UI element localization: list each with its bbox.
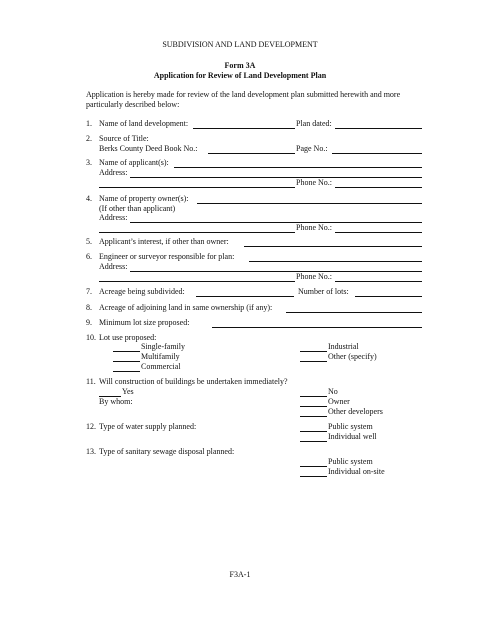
item-number: 2. [86,134,92,143]
applicant-interest-label: Applicant’s interest, if other than owner: [99,237,229,246]
item-number: 5. [86,237,92,246]
applicant-interest-field[interactable] [244,246,422,247]
acreage-subdivided-field[interactable] [196,296,294,297]
owner-option: Owner [328,397,350,406]
sewage-public-blank[interactable] [300,466,327,467]
applicant-phone-field[interactable] [335,187,422,188]
intro-text: Application is hereby made for review of the land development plan submitted herewith and more particularly described below: [86,90,401,109]
applicant-name-field[interactable] [174,167,422,168]
no-option: No [328,387,338,396]
item-number: 1. [86,119,92,128]
property-owner-label: Name of property owner(s): [99,194,189,203]
owner-address-line2-field[interactable] [99,232,295,233]
property-owner-note: (If other than applicant) [99,204,176,213]
acreage-subdivided-label: Acreage being subdivided: [99,287,185,296]
land-development-name-field[interactable] [193,128,295,129]
applicant-address-field[interactable] [130,177,422,178]
construction-question-label: Will construction of buildings be undertaken immediately? [99,377,288,386]
engineer-phone-label: Phone No.: [296,272,332,281]
single-family-blank[interactable] [113,351,140,352]
plan-dated-field[interactable] [335,128,422,129]
item-number: 10. [86,333,96,342]
adjoining-acreage-field[interactable] [286,312,422,313]
owner-phone-field[interactable] [335,232,422,233]
source-of-title-label: Source of Title: [99,134,149,143]
single-family-option: Single-family [141,342,185,351]
item-number: 12. [86,422,96,431]
item-number: 6. [86,252,92,261]
water-well-option: Individual well [328,432,377,441]
owner-phone-label: Phone No.: [296,223,332,232]
by-whom-label: By whom: [99,397,133,406]
plan-dated-label: Plan dated: [296,119,332,128]
item-number: 9. [86,318,92,327]
form-number: Form 3A [224,61,256,70]
page-footer: F3A-1 [229,570,251,579]
sewage-public-option: Public system [328,457,373,466]
owner-blank[interactable] [300,406,327,407]
lot-use-label: Lot use proposed: [99,333,157,342]
other-developers-option: Other developers [328,407,383,416]
commercial-blank[interactable] [113,371,140,372]
industrial-blank[interactable] [300,351,327,352]
multifamily-blank[interactable] [113,361,140,362]
property-owner-field[interactable] [197,203,422,204]
other-specify-option: Other (specify) [328,352,377,361]
header: SUBDIVISION AND LAND DEVELOPMENT [162,40,318,49]
engineer-phone-field[interactable] [335,281,422,282]
engineer-label: Engineer or surveyor responsible for plan: [99,252,235,261]
industrial-option: Industrial [328,342,359,351]
water-public-blank[interactable] [300,431,327,432]
other-specify-blank[interactable] [300,361,327,362]
minimum-lot-size-field[interactable] [212,327,422,328]
applicant-name-label: Name of applicant(s): [99,158,169,167]
water-well-blank[interactable] [300,441,327,442]
land-development-name-label: Name of land development: [99,119,189,128]
applicant-address-label: Address: [99,168,128,177]
adjoining-acreage-label: Acreage of adjoining land in same ownership (if any): [99,303,273,312]
item-number: 13. [86,447,96,456]
water-supply-label: Type of water supply planned: [99,422,197,431]
deed-book-field[interactable] [208,153,295,154]
item-number: 8. [86,303,92,312]
applicant-address-line2-field[interactable] [99,187,295,188]
engineer-address-label: Address: [99,262,128,271]
engineer-field[interactable] [249,261,422,262]
form-title: Application for Review of Land Development Plan [153,71,327,80]
water-public-option: Public system [328,422,373,431]
sewage-disposal-label: Type of sanitary sewage disposal planned: [99,447,235,456]
yes-option: Yes [122,387,134,396]
item-number: 7. [86,287,92,296]
owner-address-label: Address: [99,213,128,222]
commercial-option: Commercial [141,362,181,371]
other-developers-blank[interactable] [300,416,327,417]
multifamily-option: Multifamily [141,352,180,361]
item-number: 3. [86,158,92,167]
sewage-onsite-blank[interactable] [300,476,327,477]
page-no-field[interactable] [332,153,422,154]
engineer-address-line2-field[interactable] [99,281,295,282]
page-no-label: Page No.: [296,144,328,153]
item-number: 11. [86,377,96,386]
minimum-lot-size-label: Minimum lot size proposed: [99,318,190,327]
applicant-phone-label: Phone No.: [296,178,332,187]
owner-address-field[interactable] [130,222,422,223]
no-blank[interactable] [300,396,327,397]
number-of-lots-field[interactable] [355,296,422,297]
deed-book-label: Berks County Deed Book No.: [99,144,198,153]
number-of-lots-label: Number of lots: [298,287,349,296]
sewage-onsite-option: Individual on-site [328,467,385,476]
item-number: 4. [86,194,92,203]
engineer-address-field[interactable] [130,271,422,272]
